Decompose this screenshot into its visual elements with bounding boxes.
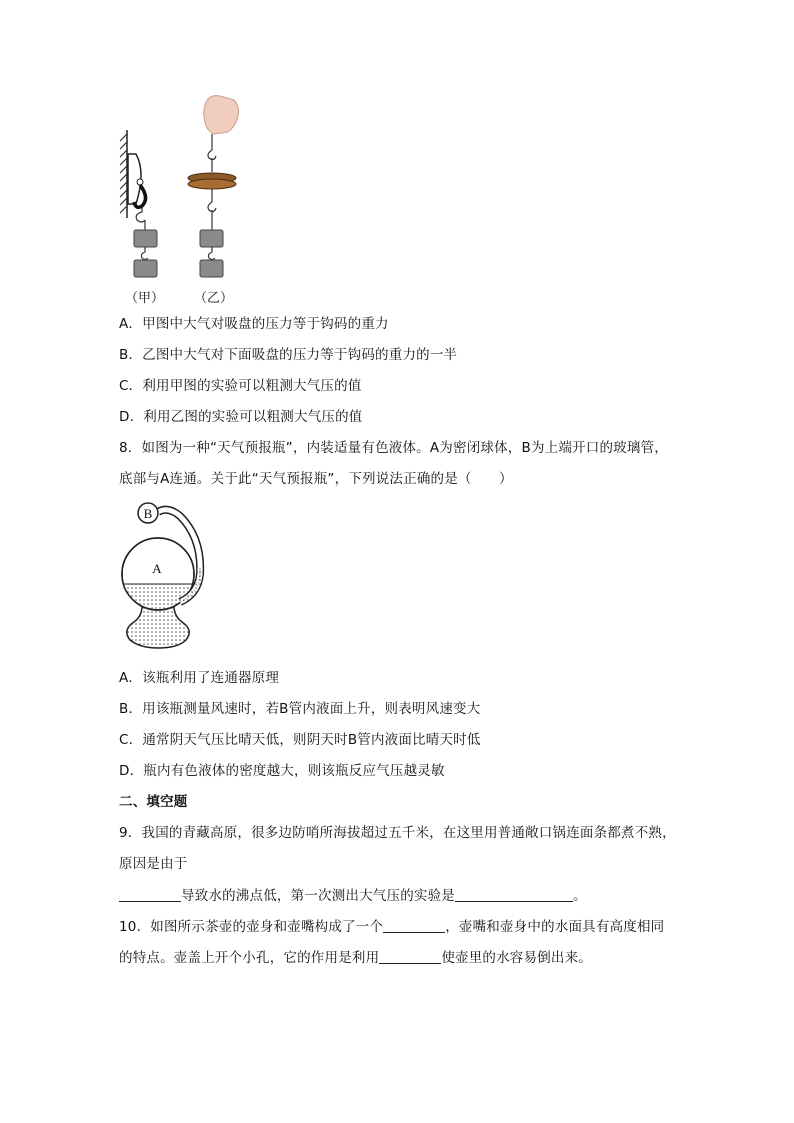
q10-stem-line2: 的特点。壶盖上开个小孔，它的作用是利用 使壶里的水容易倒出来。 — [119, 950, 593, 966]
q8-stem-line1: 8．如图为一种“天气预报瓶”，内装适量有色液体。A为密闭球体，B为上端开口的玻璃管， — [119, 440, 668, 456]
q10-stem-line1: 10．如图所示茶壶的壶身和壶嘴构成了一个 ，壶嘴和壶身中的水面具有高度相同 — [119, 919, 665, 935]
q10-blank-1[interactable] — [383, 918, 445, 933]
q8-option-b: B．用该瓶测量风速时，若B管内液面上升，则表明风速变大 — [119, 701, 481, 717]
tube-label-b: B — [143, 506, 153, 521]
q7-option-a: A．甲图中大气对吸盘的压力等于钩码的重力 — [119, 316, 389, 332]
sphere-label-a: A — [152, 561, 162, 576]
suction-cup-figure — [110, 92, 270, 284]
q10-blank-2[interactable] — [379, 949, 441, 964]
q9-blank-2[interactable] — [455, 887, 573, 902]
q8-option-a: A．该瓶利用了连通器原理 — [119, 670, 280, 686]
weather-bottle-figure — [118, 498, 218, 650]
figure-caption-yi: （乙） — [194, 291, 234, 306]
q7-option-c: C．利用甲图的实验可以粗测大气压的值 — [119, 378, 362, 394]
q9-stem-line1: 9．我国的青藏高原，很多边防哨所海拔超过五千米，在这里用普通敞口锅连面条都煮不熟， — [119, 825, 676, 841]
q8-stem-line2: 底部与A连通。关于此“天气预报瓶”，下列说法正确的是（ ） — [119, 471, 513, 487]
section-heading: 二、填空题 — [119, 794, 188, 810]
q8-option-d: D．瓶内有色液体的密度越大，则该瓶反应气压越灵敏 — [119, 763, 445, 779]
q7-option-d: D．利用乙图的实验可以粗测大气压的值 — [119, 409, 363, 425]
q9-blank-1[interactable] — [119, 887, 181, 902]
q9-stem-line3: 导致水的沸点低，第一次测出大气压的实验是 。 — [119, 884, 587, 904]
q8-option-c: C．通常阴天气压比晴天低，则阴天时B管内液面比晴天时低 — [119, 732, 481, 748]
q7-option-b: B．乙图中大气对下面吸盘的压力等于钩码的重力的一半 — [119, 347, 458, 363]
q9-stem-line2: 原因是由于 — [119, 856, 188, 872]
figure-caption-jia: （甲） — [125, 291, 165, 306]
